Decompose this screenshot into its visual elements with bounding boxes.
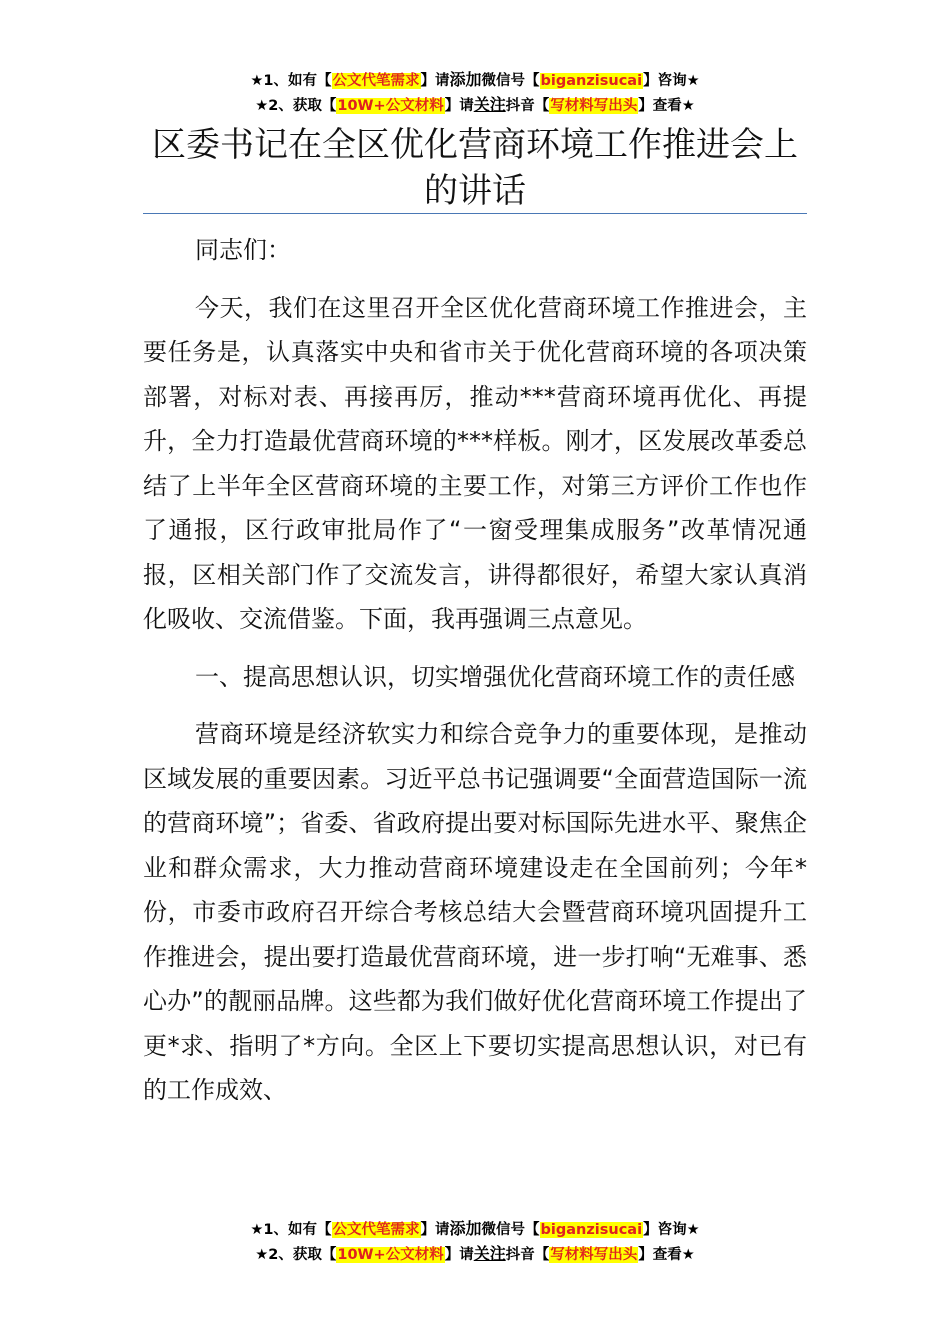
section-heading: 一、提高思想认识，切实增强优化营商环境工作的责任感 (195, 662, 795, 691)
promo-text: 】请 (444, 98, 474, 114)
promo-line-1 (0, 1217, 950, 1242)
promo-text: 微信号【 (481, 1222, 540, 1238)
document-title: 区委书记在全区优化营商环境工作推进会上的讲话 (152, 125, 798, 211)
promo-highlight-wechat-id: biganzisucai (540, 1222, 643, 1238)
promo-text: 】查看★ (638, 98, 695, 114)
promo-highlight-wechat-id: biganzisucai (540, 73, 643, 89)
promo-text: 】查看★ (638, 1247, 695, 1263)
promo-banner-top (0, 68, 950, 118)
paragraph: 今天，我们在这里召开全区优化营商环境工作推进会，主要任务是，认真落实中央和省市关于优化营商环境的各项决策部署，对标对表、再接再厉，推动***营商环境再优化、再提升，全力打造最优营商环境的***样板。刚才，区发展改革委总结了上半年全区营商环境的主要工作，对第三方评价工作也作了通报，区行政审批局作了“一窗受理集成服务”改革情况通报，区相关部门作了交流发言，讲得都很好，希望大家认真消化吸收、交流借鉴。下面，我再强调三点意见。 (143, 293, 807, 633)
promo-highlight-douyin: 写材料写出头 (550, 98, 638, 114)
promo-text: 】请 (420, 73, 450, 89)
promo-text: 关注 (473, 95, 506, 114)
promo-text: 添加 (449, 1219, 482, 1238)
promo-text: 】请 (444, 1247, 474, 1263)
promo-highlight-douyin: 写材料写出头 (550, 1247, 638, 1263)
promo-text: ★1、如有【 (250, 1222, 332, 1238)
promo-text: 】咨询★ (643, 1222, 700, 1238)
title-divider (143, 213, 807, 214)
promo-highlight: 公文代笔需求 (332, 73, 420, 89)
promo-line-2 (0, 1242, 950, 1267)
paragraph: 营商环境是经济软实力和综合竞争力的重要体现，是推动区域发展的重要因素。习近平总书记强调要“全面营造国际一流的营商环境”；省委、省政府提出要对标国际先进水平、聚焦企业和群众需求，大力推动营商环境建设走在全国前列；今年*份，市委市政府召开综合考核总结大会暨营商环境巩固提升工作推进会，提出要打造最优营商环境，进一步打响“无难事、悉心办”的靓丽品牌。这些都为我们做好优化营商环境工作提出了更*求、指明了*方向。全区上下要切实提高思想认识，对已有的工作成效、 (143, 720, 807, 1104)
promo-highlight: 10W+公文材料 (337, 98, 444, 114)
promo-text: ★1、如有【 (250, 73, 332, 89)
promo-line-1 (0, 68, 950, 93)
salutation: 同志们： (195, 236, 291, 264)
document-body (143, 228, 807, 1126)
promo-text: ★2、获取【 (255, 1247, 337, 1263)
promo-text: 抖音【 (505, 98, 550, 114)
promo-text: 关注 (473, 1244, 506, 1263)
promo-highlight: 公文代笔需求 (332, 1222, 420, 1238)
promo-text: 添加 (449, 70, 482, 89)
promo-text: 】咨询★ (643, 73, 700, 89)
promo-highlight: 10W+公文材料 (337, 1247, 444, 1263)
promo-text: 抖音【 (505, 1247, 550, 1263)
promo-text: 微信号【 (481, 73, 540, 89)
promo-text: 】请 (420, 1222, 450, 1238)
promo-banner-bottom (0, 1217, 950, 1267)
promo-text: ★2、获取【 (255, 98, 337, 114)
promo-line-2 (0, 93, 950, 118)
